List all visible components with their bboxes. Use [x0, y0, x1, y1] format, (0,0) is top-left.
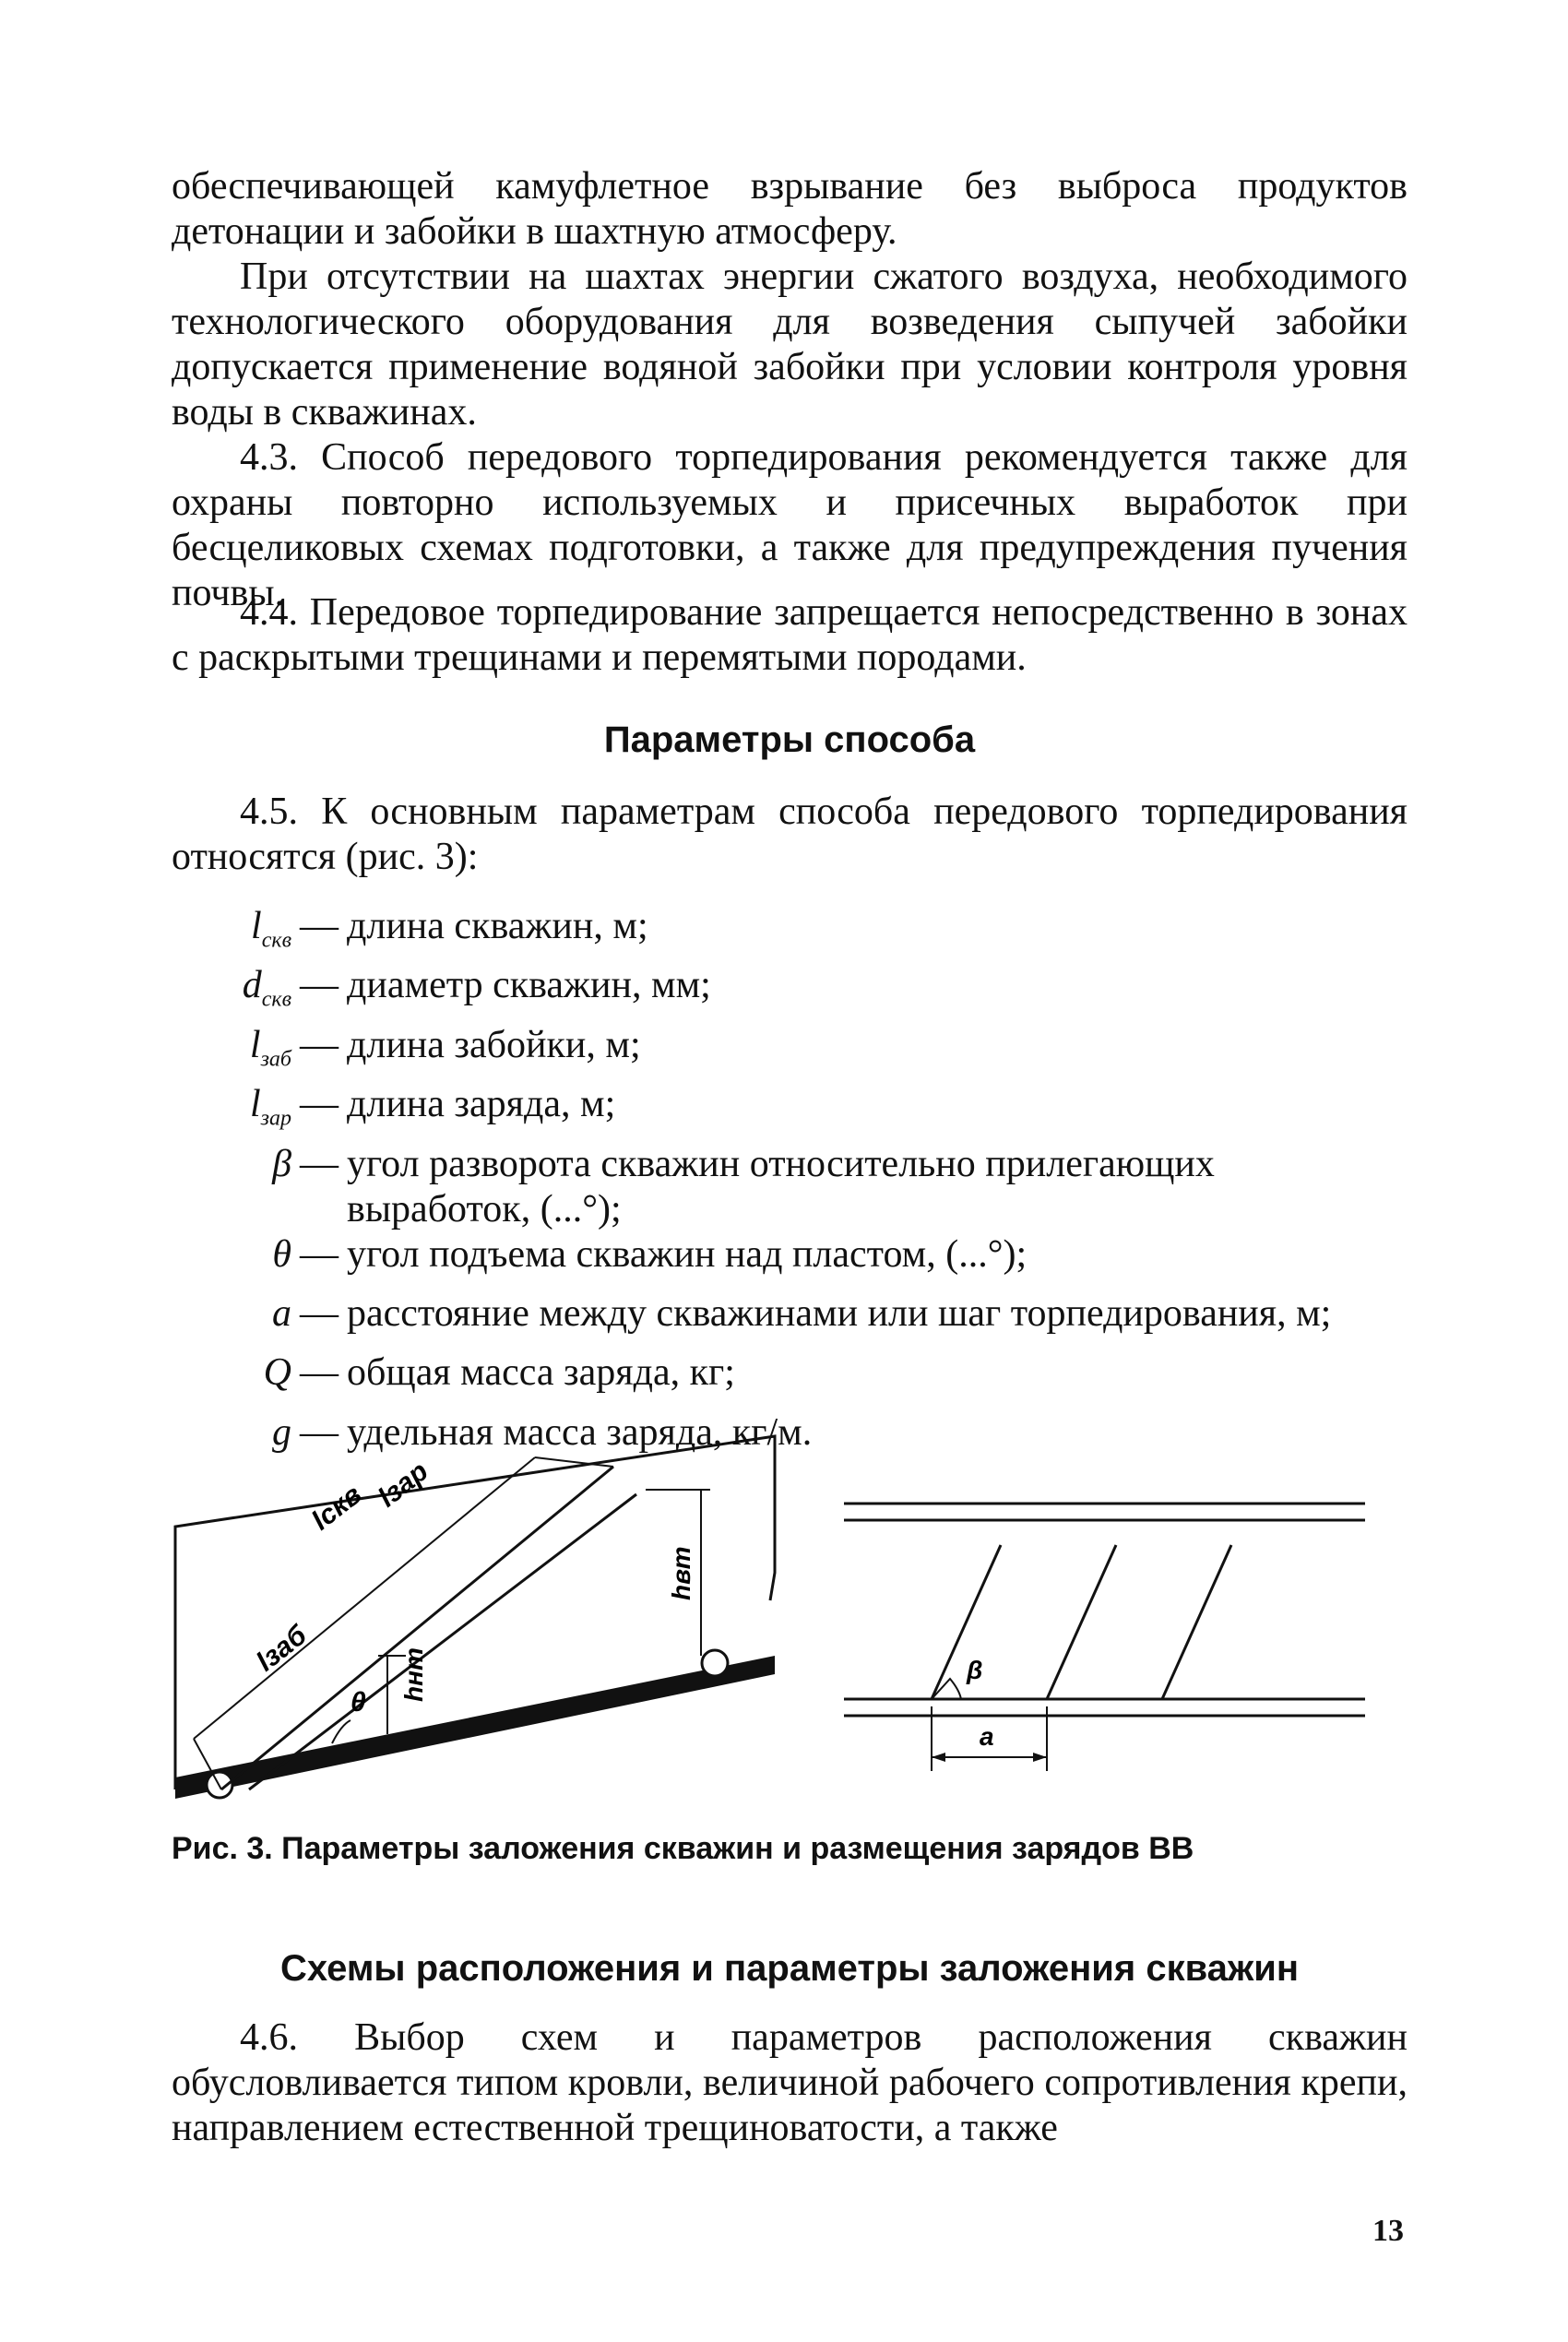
parameter-description: угол разворота скважин относительно прилегающих выработок, (...°); [347, 1142, 1215, 1230]
parameter-item: $l_{скв}$ — длина скважин, м; [172, 904, 1408, 963]
paragraph-1: обеспечивающей камуфлетное взрывание без выброса продуктов детонации и забойки в шахтную атмосферу. [172, 165, 1408, 253]
section-heading-schemes: Схемы расположения и параметры заложения скважин [279, 1948, 1300, 1989]
figure-caption: Рис. 3. Параметры заложения скважин и размещения зарядов ВВ [172, 1831, 1194, 1866]
paragraph-4-6: 4.6. Выбор схем и параметров расположения скважин обусловливается типом кровли, величиной рабочего сопротивления крепи, направлением естественной трещиноватости, а также [172, 2016, 1408, 2149]
parameter-item: a — расстояние между скважинами или шаг торпедирования, м; [172, 1291, 1408, 1350]
figure-side-section [166, 1425, 793, 1813]
parameter-description: длина забойки, м; [347, 1023, 641, 1066]
parameter-description: угол подъема скважин над пластом, (...°); [347, 1232, 1028, 1276]
label-theta: θ [350, 1687, 366, 1718]
parameter-description: удельная масса заряда, кг/м. [347, 1410, 813, 1454]
parameter-description: длина скважин, м; [347, 905, 648, 947]
label-hnt: hнт [399, 1647, 428, 1702]
parameter-symbol: $l_{заб}$ [249, 1023, 291, 1072]
parameter-item: θ — угол подъема скважин над пластом, (...°); [172, 1232, 1408, 1291]
label-a: a [980, 1722, 994, 1751]
paragraph-4-3: 4.3. Способ передового торпедирования рекомендуется также для охраны повторно используемых и присечных выработок при бесцеликовых схемах подготовки, а также для предупреждения пучения почвы. [172, 436, 1408, 614]
parameter-list [172, 904, 1408, 1469]
parameter-symbol: $d_{скв}$ [242, 964, 291, 1012]
paragraph-4-4: 4.4. Передовое торпедирование запрещается непосредственно в зонах с раскрытыми трещинами и перемятыми породами. [172, 591, 1408, 679]
page-number: 13 [1372, 2214, 1404, 2248]
parameter-symbol: β [272, 1142, 291, 1185]
parameter-symbol: $l_{зар}$ [249, 1083, 291, 1131]
figure-plan-view [839, 1494, 1370, 1789]
label-lskv: lскв [305, 1479, 368, 1537]
parameter-symbol: g [272, 1410, 291, 1454]
label-hvt: hвт [667, 1546, 695, 1600]
parameter-symbol: a [272, 1291, 291, 1335]
section-heading-parameters: Параметры способа [603, 719, 976, 760]
parameter-item: g — удельная масса заряда, кг/м. [172, 1410, 1408, 1469]
parameter-description: общая масса заряда, кг; [347, 1351, 735, 1395]
parameter-item: $d_{скв}$ — диаметр скважин, мм; [172, 963, 1408, 1022]
parameter-symbol: Q [263, 1351, 291, 1395]
label-beta: β [967, 1656, 983, 1684]
paragraph-2: При отсутствии на шахтах энергии сжатого воздуха, необходимого технологического оборудования для возведения сыпучей забойки допускается применение водяной забойки при условии контроля уровня воды в скважинах. [172, 256, 1408, 434]
paragraph-4-5: 4.5. К основным параметрам способа передового торпедирования относятся (рис. 3): [172, 791, 1408, 878]
label-lzar: lзар [372, 1456, 434, 1514]
parameter-item: $l_{зар}$ — длина заряда, м; [172, 1082, 1408, 1141]
parameter-item: $l_{заб}$ — длина забойки, м; [172, 1023, 1408, 1082]
parameter-item: β — угол разворота скважин относительно прилегающих выработок, (...°); [172, 1142, 1408, 1232]
parameter-description: расстояние между скважинами или шаг торпедирования, м; [347, 1291, 1332, 1335]
parameter-description: диаметр скважин, мм; [347, 964, 711, 1007]
parameter-description: длина заряда, м; [347, 1083, 616, 1126]
parameter-item: Q — общая масса заряда, кг; [172, 1350, 1408, 1409]
parameter-symbol: θ [272, 1232, 291, 1276]
label-lzab: lзаб [250, 1620, 313, 1678]
parameter-symbol: $l_{скв}$ [251, 905, 291, 953]
